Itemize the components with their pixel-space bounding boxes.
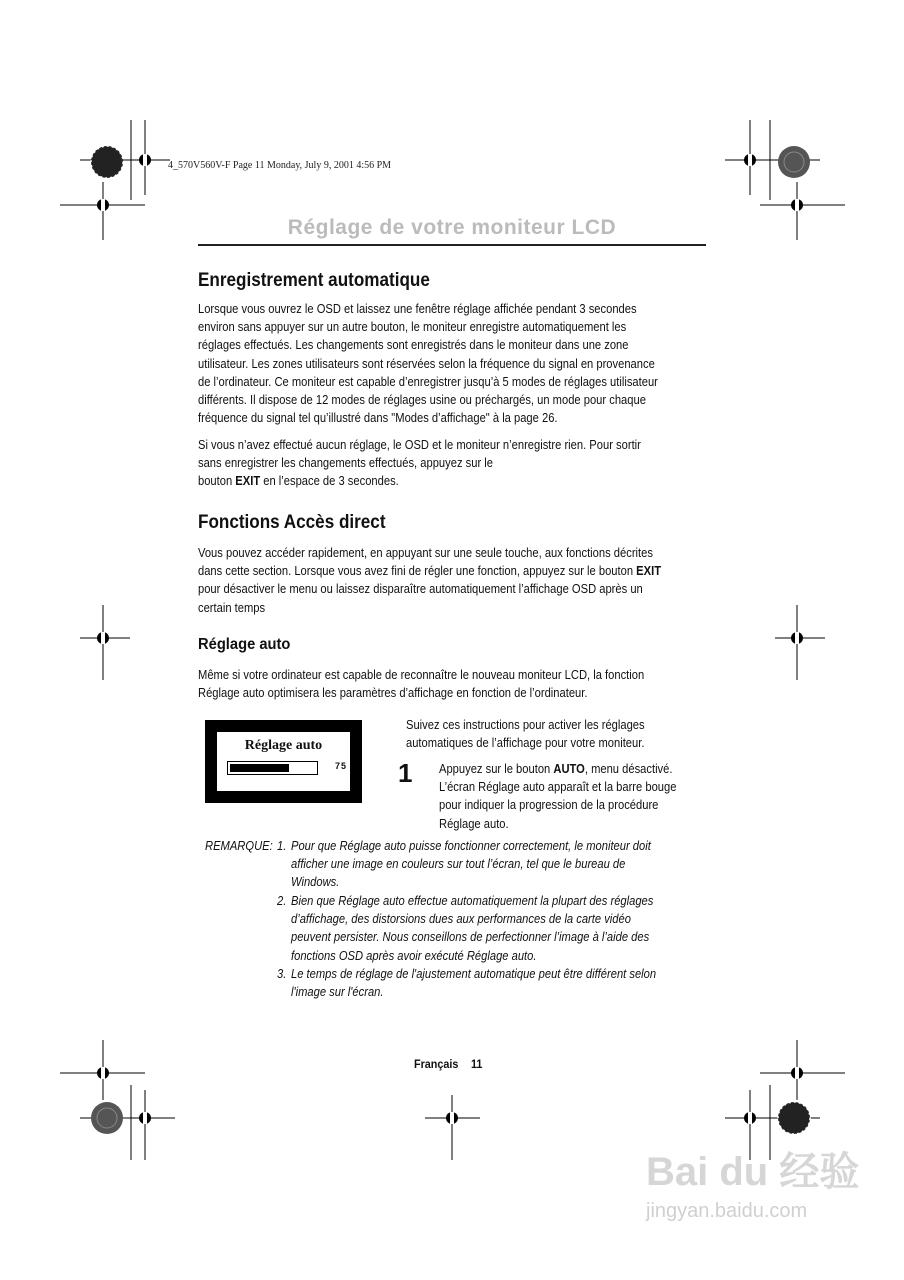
text-line: peuvent persister. Nous conseillons de perfectionner l’image à l’aide des <box>291 929 650 945</box>
exit-keyword: EXIT <box>636 563 662 579</box>
osd-progress-fill <box>230 764 289 772</box>
text-line: bouton EXIT en l’espace de 3 secondes. <box>198 473 399 489</box>
text-line: sans enregistrer les changements effectués, appuyez sur le <box>198 455 493 471</box>
text-line: Bien que Réglage auto effectue automatiquement la plupart des réglages <box>291 893 654 908</box>
section3-para <box>198 666 717 702</box>
text-line: pour indiquer la progression de la procédure <box>439 797 659 813</box>
text-line: différents. Il dispose de 12 modes de réglages usine ou préchargés, un mode pour chaque <box>198 392 646 408</box>
text-line: Réglage auto optimisera les paramètres d’affichage en fonction de l’ordinateur. <box>198 685 588 701</box>
text-line: Appuyez sur le bouton AUTO, menu désactivé. <box>439 761 673 776</box>
watermark-url: jingyan.baidu.com <box>646 1200 808 1222</box>
heading-reglage-auto: Réglage auto <box>198 636 291 653</box>
text-line: d’affichage, des distorsions dues aux performances de la carte vidéo <box>291 911 631 927</box>
text-line: L’écran Réglage auto apparaît et la barre bouge <box>439 779 677 795</box>
text-line: de l’ordinateur. Ce moniteur est capable d’enregistrer jusqu’à 5 modes de réglages utilisateur <box>198 373 658 389</box>
text-line: Windows. <box>291 874 340 890</box>
osd-progress-bar <box>227 761 318 775</box>
footer-language: Français <box>414 1057 459 1071</box>
text-line: Le temps de réglage de l'ajustement automatique peut être différent selon <box>291 966 657 981</box>
note-2 <box>291 892 712 965</box>
text-line: Suivez ces instructions pour activer les réglages <box>406 717 645 732</box>
text-line: pour désactiver le menu ou laissez disparaître automatiquement l’affichage OSD après un <box>198 581 643 597</box>
watermark-logo: Bai du 经验 <box>646 1150 860 1194</box>
title-rule <box>198 244 706 246</box>
exit-keyword: EXIT <box>235 473 261 489</box>
text-line: dans cette section. Lorsque vous avez fini de régler une fonction, appuyez sur le bouton EXIT <box>198 563 662 579</box>
heading-enregistrement: Enregistrement automatique <box>198 270 430 291</box>
text-line: afficher une image en couleurs sur tout l’écran, tel que le bureau de <box>291 856 626 872</box>
note-3 <box>291 965 716 1001</box>
note-1-number: 1. <box>277 838 287 853</box>
osd-value: 75 <box>335 761 348 771</box>
step-1-text <box>439 760 715 833</box>
text-line: Si vous n’avez effectué aucun réglage, le OSD et le moniteur n’enregistre rien. Pour sortir <box>198 437 641 452</box>
note-3-number: 3. <box>277 966 287 981</box>
heading-fonctions: Fonctions Accès direct <box>198 512 386 533</box>
text-line: réglages effectués. Les changements sont enregistrés dans le moniteur dans une zone <box>198 337 629 353</box>
text-line: Pour que Réglage auto puisse fonctionner correctement, le moniteur doit <box>291 838 651 853</box>
chapter-title: Réglage de votre moniteur LCD <box>287 216 617 239</box>
text-line: utilisateur. Les zones utilisateurs sont réservées selon la fréquence du signal en provenance <box>198 355 655 371</box>
osd-screen <box>217 732 350 791</box>
text-line: fréquence du signal tel qu’illustré dans "Modes d’affichage" à la page 26. <box>198 410 558 426</box>
print-slug: 4_570V560V-F Page 11 Monday, July 9, 2001 4:56 PM <box>168 160 392 171</box>
note-2-number: 2. <box>277 893 287 908</box>
instructions-intro <box>406 716 683 752</box>
text-line: certain temps <box>198 599 266 615</box>
text-line: fonctions OSD après avoir exécuté Réglage auto. <box>291 947 537 963</box>
section1-para2 <box>198 436 713 491</box>
auto-keyword: AUTO <box>553 761 585 776</box>
text-line: environ sans appuyer sur un autre bouton, le moniteur enregistre automatiquement les <box>198 319 627 335</box>
remarque-label: REMARQUE: <box>205 838 273 853</box>
page-footer <box>414 1057 482 1071</box>
text-line: Réglage auto. <box>439 815 509 831</box>
text-line: Vous pouvez accéder rapidement, en appuyant sur une seule touche, aux fonctions décrites <box>198 545 653 560</box>
text-line: l'image sur l'écran. <box>291 984 384 1000</box>
note-1 <box>291 837 709 892</box>
osd-title: Réglage auto <box>244 738 323 753</box>
osd-reglage-auto-figure <box>205 720 362 803</box>
step-number: 1 <box>398 758 413 788</box>
section2-para <box>198 544 736 617</box>
section1-para1 <box>198 300 733 427</box>
text-line: automatiques de l’affichage pour votre moniteur. <box>406 735 645 751</box>
text-line: Lorsque vous ouvrez le OSD et laissez une fenêtre réglage affichée pendant 3 secondes <box>198 301 637 316</box>
page-number: 11 <box>471 1057 483 1071</box>
text-line: Même si votre ordinateur est capable de reconnaître le nouveau moniteur LCD, la fonction <box>198 667 645 682</box>
